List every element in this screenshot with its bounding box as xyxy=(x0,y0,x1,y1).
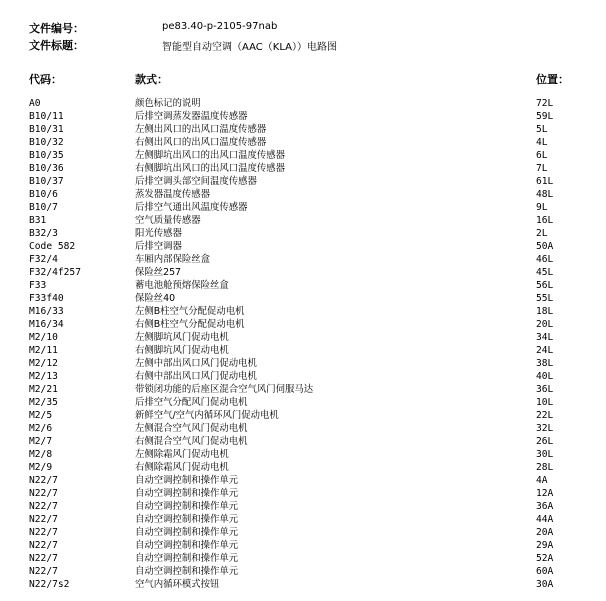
row-code: M16/34 xyxy=(29,319,64,330)
table-row xyxy=(0,227,606,240)
row-description: 自动空调控制和操作单元 xyxy=(135,566,239,577)
table-row xyxy=(0,422,606,435)
row-position: 46L xyxy=(536,254,554,265)
row-description: 阳光传感器 xyxy=(135,228,182,239)
table-row xyxy=(0,565,606,578)
table-row xyxy=(0,396,606,409)
row-description: 自动空调控制和操作单元 xyxy=(135,475,239,486)
table-row xyxy=(0,253,606,266)
row-position: 18L xyxy=(536,306,554,317)
row-position: 45L xyxy=(536,267,554,278)
table-row xyxy=(0,448,606,461)
row-description: 右侧B柱空气分配促动电机 xyxy=(135,319,245,330)
row-code: B10/35 xyxy=(29,150,64,161)
row-code: N22/7 xyxy=(29,514,58,525)
row-position: 40L xyxy=(536,371,554,382)
row-description: 左侧B柱空气分配促动电机 xyxy=(135,306,245,317)
row-description: 蓄电池舱预熔保险丝盒 xyxy=(135,280,229,291)
row-position: 61L xyxy=(536,176,554,187)
table-row xyxy=(0,344,606,357)
row-position: 36L xyxy=(536,384,554,395)
row-description: 右侧中部出风口风门促动电机 xyxy=(135,371,257,382)
table-row xyxy=(0,552,606,565)
table-row xyxy=(0,383,606,396)
row-position: 48L xyxy=(536,189,554,200)
table-row xyxy=(0,110,606,123)
row-position: 60A xyxy=(536,566,554,577)
table-row xyxy=(0,149,606,162)
row-description: 带锁闭功能的后座区混合空气风门伺服马达 xyxy=(135,384,314,395)
row-position: 4L xyxy=(536,137,548,148)
row-description: 新鲜空气/空气内循环风门促动电机 xyxy=(135,410,279,421)
row-code: M2/21 xyxy=(29,384,58,395)
row-description: 空气质量传感器 xyxy=(135,215,201,226)
table-row xyxy=(0,214,606,227)
table-row xyxy=(0,513,606,526)
row-position: 50A xyxy=(536,241,554,252)
row-position: 30L xyxy=(536,449,554,460)
row-code: A0 xyxy=(29,98,41,109)
row-code: M2/11 xyxy=(29,345,58,356)
row-description: 左侧脚坑风门促动电机 xyxy=(135,332,229,343)
table-row xyxy=(0,266,606,279)
table-row xyxy=(0,461,606,474)
table-row xyxy=(0,292,606,305)
row-description: 自动空调控制和操作单元 xyxy=(135,540,239,551)
row-description: 左侧中部出风口风门促动电机 xyxy=(135,358,257,369)
row-position: 6L xyxy=(536,150,548,161)
row-position: 20L xyxy=(536,319,554,330)
table-row xyxy=(0,175,606,188)
row-code: M2/6 xyxy=(29,423,53,434)
row-position: 72L xyxy=(536,98,554,109)
row-code: M2/35 xyxy=(29,397,58,408)
row-description: 保险丝257 xyxy=(135,267,182,278)
table-row xyxy=(0,162,606,175)
row-code: N22/7 xyxy=(29,553,58,564)
row-code: M2/12 xyxy=(29,358,58,369)
row-code: F32/4f257 xyxy=(29,267,81,278)
row-code: F33 xyxy=(29,280,47,291)
row-code: B10/6 xyxy=(29,189,58,200)
doc-title-value: 智能型自动空调（AAC（KLA））电路图 xyxy=(162,42,337,53)
row-code: B10/37 xyxy=(29,176,64,187)
row-description: 右侧脚坑风门促动电机 xyxy=(135,345,229,356)
row-code: B32/3 xyxy=(29,228,58,239)
row-code: B10/7 xyxy=(29,202,58,213)
row-description: 后排空调头部空间温度传感器 xyxy=(135,176,257,187)
row-position: 36A xyxy=(536,501,554,512)
row-position: 52A xyxy=(536,553,554,564)
row-description: 自动空调控制和操作单元 xyxy=(135,514,239,525)
row-description: 空气内循环模式按钮 xyxy=(135,579,220,590)
table-row xyxy=(0,97,606,110)
row-description: 左侧脚坑出风口的出风口温度传感器 xyxy=(135,150,286,161)
row-description: 左侧出风口的出风口温度传感器 xyxy=(135,124,267,135)
row-description: 车厢内部保险丝盒 xyxy=(135,254,211,265)
row-code: M2/8 xyxy=(29,449,53,460)
row-code: M2/9 xyxy=(29,462,53,473)
row-description: 自动空调控制和操作单元 xyxy=(135,553,239,564)
row-position: 44A xyxy=(536,514,554,525)
row-position: 7L xyxy=(536,163,548,174)
row-code: B10/31 xyxy=(29,124,64,135)
row-code: M2/13 xyxy=(29,371,58,382)
table-row xyxy=(0,123,606,136)
row-position: 59L xyxy=(536,111,554,122)
row-description: 保险丝40 xyxy=(135,293,176,304)
row-position: 34L xyxy=(536,332,554,343)
row-code: N22/7s2 xyxy=(29,579,70,590)
row-description: 左侧除霜风门促动电机 xyxy=(135,449,229,460)
doc-title-label: 文件标题： xyxy=(29,39,84,52)
row-position: 9L xyxy=(536,202,548,213)
row-position: 20A xyxy=(536,527,554,538)
row-description: 自动空调控制和操作单元 xyxy=(135,488,239,499)
doc-number-label: 文件编号： xyxy=(29,22,84,35)
table-row xyxy=(0,435,606,448)
column-header-style: 款式： xyxy=(135,73,168,86)
table-row xyxy=(0,539,606,552)
table-row xyxy=(0,279,606,292)
table-row xyxy=(0,331,606,344)
table-row xyxy=(0,201,606,214)
row-code: N22/7 xyxy=(29,501,58,512)
row-code: M16/33 xyxy=(29,306,64,317)
row-code: B31 xyxy=(29,215,47,226)
row-code: Code 582 xyxy=(29,241,76,252)
row-code: B10/32 xyxy=(29,137,64,148)
row-position: 16L xyxy=(536,215,554,226)
table-row xyxy=(0,409,606,422)
row-code: N22/7 xyxy=(29,566,58,577)
row-code: F32/4 xyxy=(29,254,58,265)
row-description: 右侧出风口的出风口温度传感器 xyxy=(135,137,267,148)
row-position: 4A xyxy=(536,475,548,486)
row-position: 10L xyxy=(536,397,554,408)
row-position: 26L xyxy=(536,436,554,447)
row-code: B10/11 xyxy=(29,111,64,122)
row-description: 右侧除霜风门促动电机 xyxy=(135,462,229,473)
table-row xyxy=(0,240,606,253)
row-position: 12A xyxy=(536,488,554,499)
row-position: 5L xyxy=(536,124,548,135)
row-description: 后排空气通出风温度传感器 xyxy=(135,202,248,213)
row-code: N22/7 xyxy=(29,488,58,499)
row-position: 56L xyxy=(536,280,554,291)
row-description: 自动空调控制和操作单元 xyxy=(135,501,239,512)
row-description: 后排空调器 xyxy=(135,241,182,252)
table-row xyxy=(0,474,606,487)
row-position: 22L xyxy=(536,410,554,421)
row-code: M2/7 xyxy=(29,436,53,447)
doc-number-value: pe83.40-p-2105-97nab xyxy=(162,21,278,32)
row-position: 29A xyxy=(536,540,554,551)
row-code: B10/36 xyxy=(29,163,64,174)
table-row xyxy=(0,318,606,331)
row-position: 55L xyxy=(536,293,554,304)
row-position: 32L xyxy=(536,423,554,434)
row-position: 28L xyxy=(536,462,554,473)
row-code: N22/7 xyxy=(29,540,58,551)
table-row xyxy=(0,305,606,318)
row-position: 24L xyxy=(536,345,554,356)
row-description: 蒸发器温度传感器 xyxy=(135,189,211,200)
row-position: 2L xyxy=(536,228,548,239)
row-position: 30A xyxy=(536,579,554,590)
table-row xyxy=(0,487,606,500)
table-row xyxy=(0,357,606,370)
row-description: 颜色标记的说明 xyxy=(135,98,201,109)
row-code: M2/10 xyxy=(29,332,58,343)
row-description: 自动空调控制和操作单元 xyxy=(135,527,239,538)
table-row xyxy=(0,578,606,591)
table-row xyxy=(0,526,606,539)
row-code: F33f40 xyxy=(29,293,64,304)
row-code: M2/5 xyxy=(29,410,53,421)
row-description: 后排空调蒸发器温度传感器 xyxy=(135,111,248,122)
row-position: 38L xyxy=(536,358,554,369)
row-description: 后排空气分配风门促动电机 xyxy=(135,397,248,408)
table-row xyxy=(0,188,606,201)
table-row xyxy=(0,136,606,149)
table-row xyxy=(0,370,606,383)
row-code: N22/7 xyxy=(29,527,58,538)
row-description: 左侧混合空气风门促动电机 xyxy=(135,423,248,434)
row-description: 右侧混合空气风门促动电机 xyxy=(135,436,248,447)
row-code: N22/7 xyxy=(29,475,58,486)
row-description: 右侧脚坑出风口的出风口温度传感器 xyxy=(135,163,286,174)
column-header-position: 位置： xyxy=(536,73,569,86)
column-header-code: 代码： xyxy=(29,73,62,86)
table-row xyxy=(0,500,606,513)
